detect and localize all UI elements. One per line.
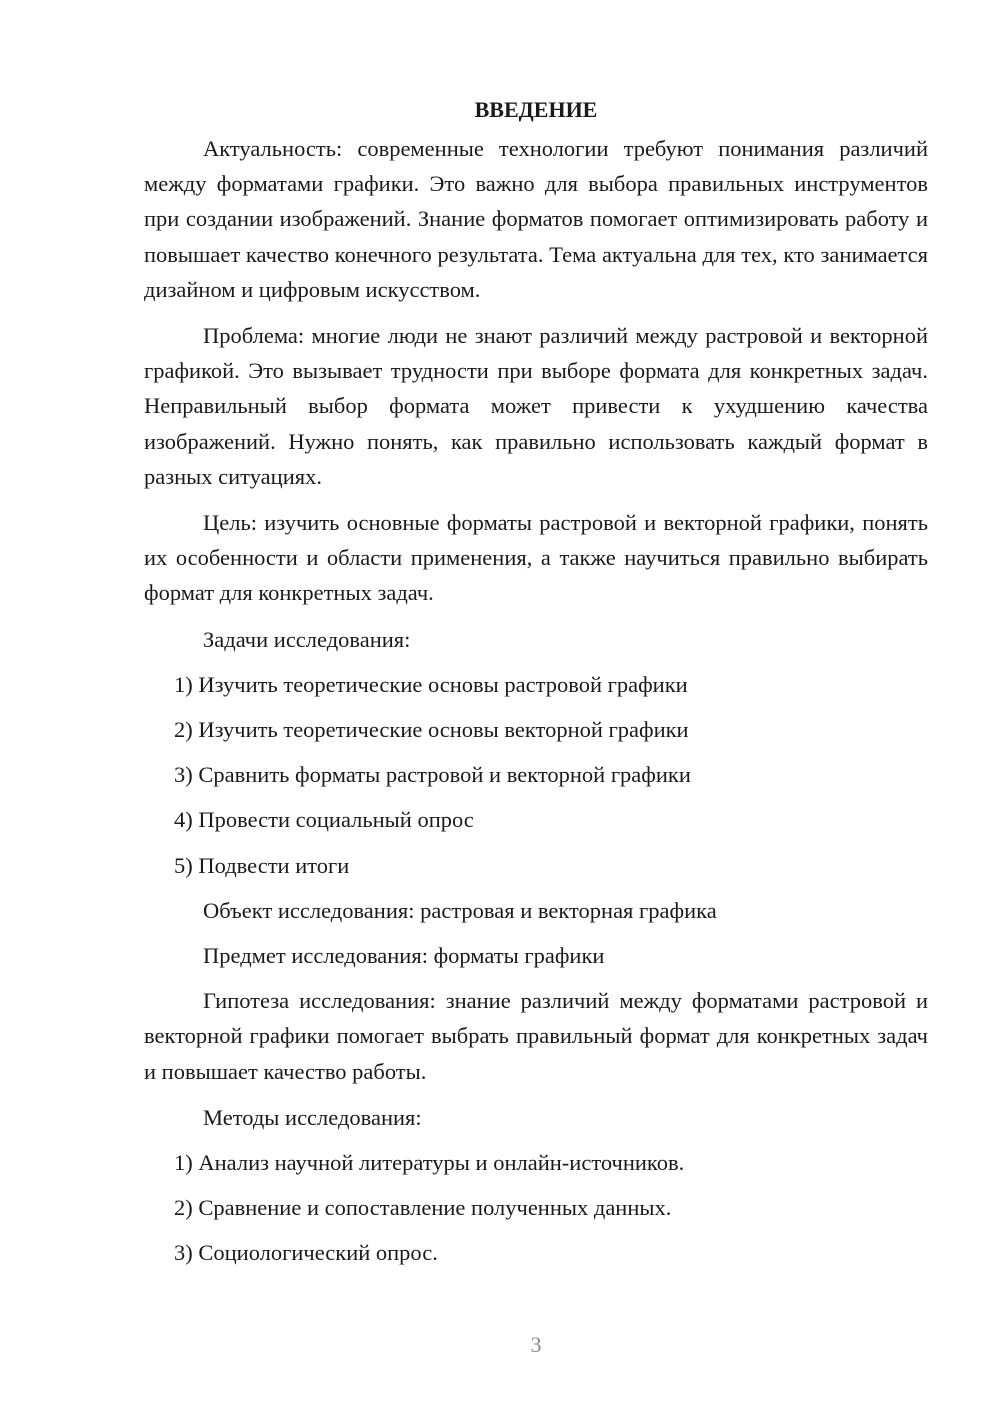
task-item-3: 3) Сравнить форматы растровой и векторной графики bbox=[174, 762, 691, 788]
method-item-3: 3) Социологический опрос. bbox=[174, 1240, 438, 1266]
method-item-2: 2) Сравнение и сопоставление полученных данных. bbox=[174, 1195, 672, 1221]
task-item-2: 2) Изучить теоретические основы векторной графики bbox=[174, 717, 689, 743]
problem-paragraph: Проблема: многие люди не знают различий между растровой и векторной графикой. Это вызывает трудности при выборе формата для конкретных задач. Неправильный выбор формата может привести к ухудшению качества изображений. Нужно понять, как правильно использовать каждый формат в разных ситуациях. bbox=[144, 323, 928, 489]
tasks-heading: Задачи исследования: bbox=[203, 626, 411, 652]
research-object: Объект исследования: растровая и векторная графика bbox=[203, 897, 717, 923]
task-item-5: 5) Подвести итоги bbox=[174, 852, 350, 878]
method-item-1: 1) Анализ научной литературы и онлайн-источников. bbox=[174, 1150, 685, 1176]
page-number: 3 bbox=[530, 1332, 542, 1357]
page-title: ВВЕДЕНИЕ bbox=[474, 97, 598, 122]
methods-heading: Методы исследования: bbox=[203, 1104, 422, 1130]
page-content bbox=[144, 92, 928, 1281]
task-item-4: 4) Провести социальный опрос bbox=[174, 807, 474, 833]
research-subject: Предмет исследования: форматы графики bbox=[203, 943, 605, 969]
hypothesis-paragraph: Гипотеза исследования: знание различий между форматами растровой и векторной графики помогает выбрать правильный формат для конкретных задач и повышает качество работы. bbox=[144, 988, 928, 1084]
task-item-1: 1) Изучить теоретические основы растровой графики bbox=[174, 671, 688, 697]
relevance-paragraph: Актуальность: современные технологии требуют понимания различий между форматами графики. Это важно для выбора правильных инструментов при создании изображений. Знание форматов помогает оптимизировать работу и повышает качество конечного результата. Тема актуальна для тех, кто занимается дизайном и цифровым искусством. bbox=[144, 136, 928, 302]
tasks-list bbox=[144, 667, 928, 883]
methods-list bbox=[144, 1145, 928, 1271]
goal-paragraph: Цель: изучить основные форматы растровой и векторной графики, понять их особенности и области применения, а также научиться правильно выбирать формат для конкретных задач. bbox=[144, 510, 928, 606]
